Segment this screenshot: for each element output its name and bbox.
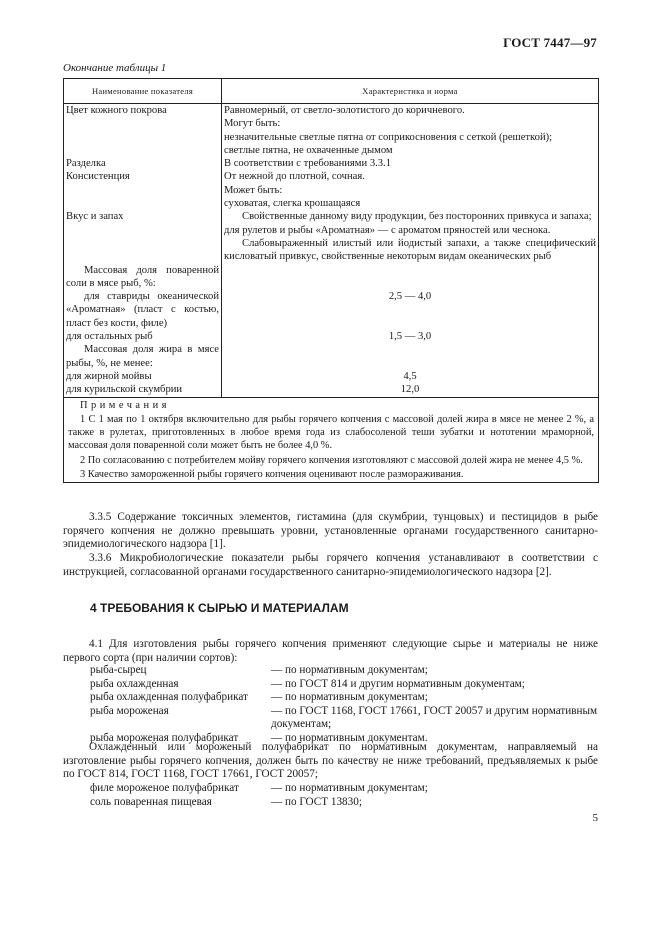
row-name: Массовая доля поваренной соли в мясе рыб, %:	[64, 264, 222, 291]
row-value: Могут быть:	[222, 117, 599, 130]
material-name: рыба охлажденная полуфабрикат	[90, 691, 248, 704]
row-name: для жирной мойвы	[64, 370, 222, 383]
table-row	[64, 104, 599, 118]
list-item	[90, 664, 599, 678]
table-row	[64, 117, 599, 130]
material-standard: — по нормативным документам;	[271, 664, 428, 676]
table-row	[64, 237, 599, 264]
note-item: 3 Качество замороженной рыбы горячего копчения оценивают после размораживания.	[80, 469, 464, 481]
row-name	[64, 117, 222, 130]
list-item	[90, 691, 599, 705]
row-value	[222, 343, 599, 370]
material-name: филе мороженое полуфабрикат	[90, 782, 239, 794]
table-row	[64, 131, 599, 144]
table-row	[64, 224, 599, 237]
material-standard: — по нормативным документам;	[271, 782, 428, 794]
table-row	[64, 210, 599, 223]
note-item: 1 С 1 мая по 1 октября включительно для рыбы горячего копчения с массовой долей жира в мясе не менее 2 %, а также в рулетах, приготовленных в любое время года из слабосоленой теши зубатки и нототении мраморной, массовая доля поваренной соли может быть не более 4,0 %.	[68, 413, 594, 452]
row-name: Разделка	[64, 157, 222, 170]
paragraph-3-3-5	[63, 511, 598, 552]
row-name: Массовая доля жира в мясе рыбы, %, не менее:	[64, 343, 222, 370]
list-item	[90, 678, 599, 692]
row-name	[64, 224, 222, 237]
paragraph-text: 3.3.6 Микробиологические показатели рыбы горячего копчения устанавливают в соответствии с инструкцией, согласованной органами государственного санитарно-эпидемиологического надзора [2].	[63, 552, 598, 578]
row-value: Может быть:	[222, 184, 599, 197]
table-row	[64, 197, 599, 210]
row-value: Слабовыраженный илистый или йодистый запахи, а также специфический кисловатый привкус, свойственные некоторым видам океанических рыб	[222, 237, 599, 264]
materials-list	[90, 664, 599, 746]
row-value: для рулетов и рыбы «Ароматная» — с ароматом пряностей или чеснока.	[222, 224, 599, 237]
material-standard: — по ГОСТ 1168, ГОСТ 17661, ГОСТ 20057 и другим нормативным документам;	[271, 704, 598, 731]
material-name: рыба-сырец	[90, 664, 147, 676]
row-value: суховатая, слегка крошащаяся	[222, 197, 599, 210]
row-value: В соответствии с требованиями 3.3.1	[222, 157, 599, 170]
row-name	[64, 184, 222, 197]
table-row	[64, 144, 599, 157]
material-name: рыба мороженая полуфабрикат	[90, 731, 239, 744]
row-name	[64, 237, 222, 264]
row-value: светлые пятна, не охваченные дымом	[222, 144, 599, 157]
material-name: рыба мороженая	[90, 704, 169, 717]
section-title: 4 ТРЕБОВАНИЯ К СЫРЬЮ И МАТЕРИАЛАМ	[90, 601, 349, 615]
row-name: Консистенция	[64, 170, 222, 183]
table-row	[64, 383, 599, 397]
col-header-norm: Характеристика и норма	[222, 79, 599, 104]
row-name: для остальных рыб	[64, 330, 222, 343]
row-value: 1,5 — 3,0	[222, 330, 599, 343]
material-name: соль поваренная пищевая	[90, 795, 212, 808]
row-name	[64, 131, 222, 144]
row-name	[64, 197, 222, 210]
col-header-indicator: Наименование показателя	[64, 79, 222, 104]
paragraph-semifinished	[63, 741, 598, 782]
table-caption: Окончание таблицы 1	[63, 62, 167, 74]
table-row	[64, 290, 599, 330]
list-item	[90, 782, 599, 796]
paragraph-3-3-6	[63, 552, 598, 579]
table-row	[64, 330, 599, 343]
table-row	[64, 157, 599, 170]
list-item	[90, 705, 599, 732]
paragraph-text: Охлажденный или мороженый полуфабрикат по нормативным документам, направляемый на изготовление рыбы горячего копчения, должен быть по качеству не ниже требований, предъявляемых к рыбе по ГОСТ 814, ГОСТ 1168, ГОСТ 17661, ГОСТ 20057;	[63, 741, 598, 781]
material-standard: — по ГОСТ 13830;	[271, 795, 362, 808]
row-name: для курильской скумбрии	[64, 383, 222, 397]
document-header: ГОСТ 7447—97	[503, 35, 597, 50]
material-standard: — по нормативным документам.	[271, 731, 428, 744]
page-number: 5	[592, 812, 598, 824]
material-name: рыба охлажденная	[90, 677, 179, 690]
row-value: От нежной до плотной, сочная.	[222, 170, 599, 183]
row-value: 2,5 — 4,0	[222, 290, 599, 330]
notes-title: Примечания	[80, 399, 170, 411]
row-name: Цвет кожного покрова	[64, 104, 222, 118]
table-row	[64, 370, 599, 383]
material-standard: — по ГОСТ 814 и другим нормативным документам;	[271, 677, 525, 690]
materials-list-2	[90, 782, 599, 809]
table-notes	[64, 397, 599, 483]
table-row	[64, 264, 599, 291]
table-row	[64, 170, 599, 183]
row-value: Свойственные данному виду продукции, без посторонних привкуса и запаха;	[222, 210, 599, 223]
note-item: 2 По согласованию с потребителем мойву горячего копчения изготовляют с массовой долей жира не менее 4,5 %.	[80, 454, 583, 466]
row-name: Вкус и запах	[64, 210, 222, 223]
list-item	[90, 796, 599, 810]
table-row	[64, 343, 599, 370]
table-row	[64, 184, 599, 197]
row-value	[222, 264, 599, 291]
row-value: незначительные светлые пятна от соприкосновения с сеткой (решеткой);	[222, 131, 599, 144]
row-value: Равномерный, от светло-золотистого до коричневого.	[222, 104, 599, 118]
paragraph-4-1	[63, 638, 598, 665]
material-standard: — по нормативным документам;	[271, 691, 428, 704]
row-value: 12,0	[222, 383, 599, 397]
paragraph-text: 4.1 Для изготовления рыбы горячего копчения применяют следующие сырье и материалы не ниже первого сорта (при наличии сортов):	[63, 638, 598, 664]
row-name	[64, 144, 222, 157]
paragraph-text: 3.3.5 Содержание токсичных элементов, гистамина (для скумбрии, тунцовых) и пестицидов в рыбе горячего копчения не должно превышать уровни, установленные органами государственного санитарно-эпидемиологического надзора [1].	[63, 511, 598, 551]
indicators-table	[63, 78, 599, 483]
row-value: 4,5	[222, 370, 599, 383]
row-name: для ставриды океанической «Ароматная» (пласт с костью, пласт без кости, филе)	[64, 290, 222, 330]
